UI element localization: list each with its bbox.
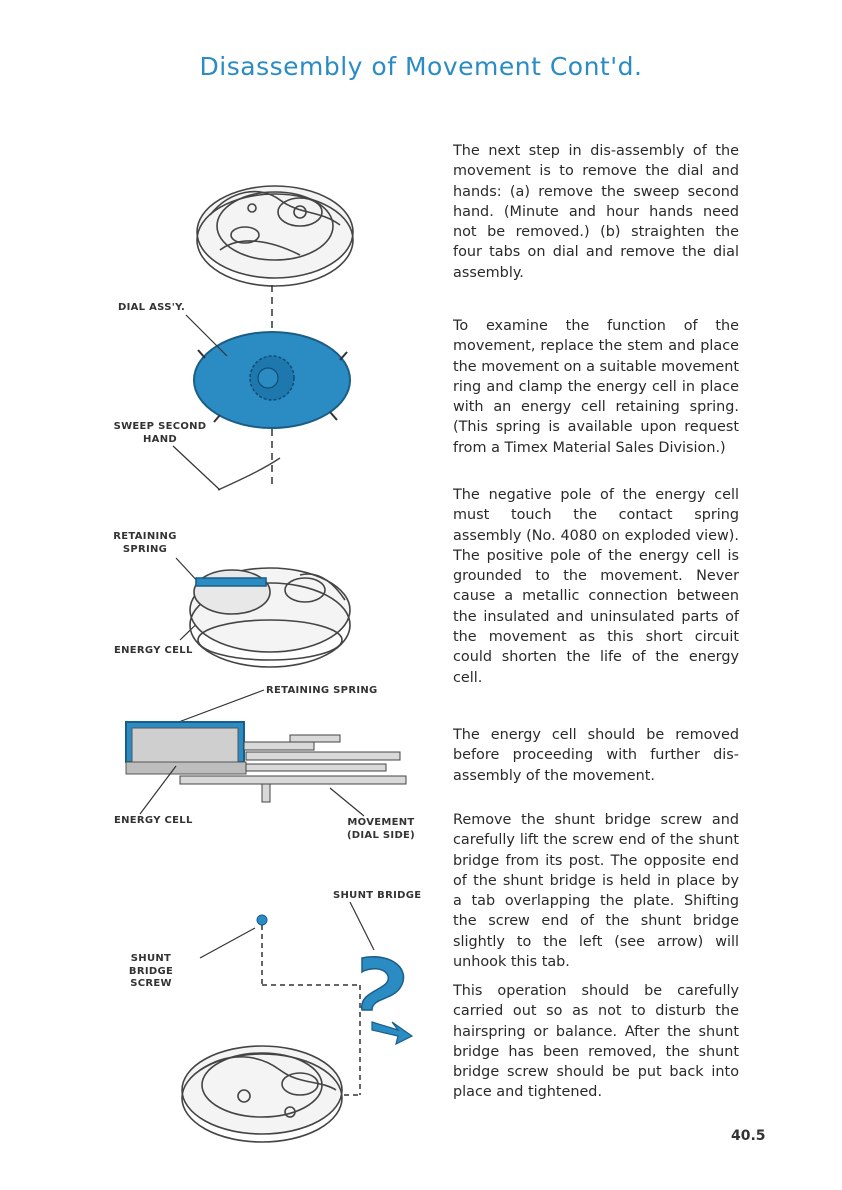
paragraph-negative-pole: The negative pole of the energy cell must touch the contact spring assembly (No. 4080 on exploded view). The positive pole of the energy cell is grounded to the movement. Never cause a metallic connection between the insulated and uninsulated parts of the movement as this short circuit could shorten the life of the energy cell. xyxy=(453,487,739,686)
movement-bottom-illustration xyxy=(182,1046,342,1142)
movement-label-line1: MOVEMENT xyxy=(347,817,415,828)
retaining-spring-label xyxy=(112,531,178,556)
movement-energy-cell-illustration xyxy=(190,568,350,667)
paragraph-remove-cell: The energy cell should be removed before proceeding with further dis-assembly of the movement. xyxy=(453,727,739,784)
paragraph-remove-dial: The next step in dis-assembly of the movement is to remove the dial and hands: (a) remove the sweep second hand. (Minute and hour hands need not be removed.) (b) straighten the four tabs on dial and remove the dial assembly. xyxy=(453,143,739,281)
cross-section-illustration xyxy=(126,690,406,816)
retaining-spring-label-line2: SPRING xyxy=(122,543,168,555)
movement-dial-side-label xyxy=(338,817,424,842)
dial-assy-label: DIAL ASS'Y. xyxy=(118,302,186,313)
shunt-bridge-screw-label xyxy=(108,953,194,991)
sweep-second-label-line2: HAND xyxy=(143,433,177,445)
energy-cell-cross-label: ENERGY CELL xyxy=(114,815,193,826)
retaining-spring-label-line1: RETAINING xyxy=(113,531,177,542)
paragraph-careful-operation: This operation should be carefully carried out so as not to disturb the hairspring or balance. After the shunt bridge has been removed, the shunt bridge screw should be put back into place and tightened. xyxy=(453,983,739,1101)
movement-label-line2: (DIAL SIDE) xyxy=(346,829,416,841)
paragraph-shunt-bridge: Remove the shunt bridge screw and carefully lift the screw end of the shunt bridge from its post. The opposite end of the shunt bridge is held in place by a tab overlapping the plate. Shifting the screw end of the shunt bridge slightly to the left (see arrow) will unhook this tab. xyxy=(453,812,739,971)
page-number: 40.5 xyxy=(731,1128,766,1144)
movement-top-illustration xyxy=(197,186,353,286)
retaining-spring-cross-label: RETAINING SPRING xyxy=(266,685,378,696)
sweep-second-hand-illustration xyxy=(218,458,280,490)
paragraph-examine-function: To examine the function of the movement, replace the stem and place the movement on a suitable movement ring and clamp the energy cell in place with an energy cell retaining spring. (This spring is available upon request from a Timex Material Sales Division.) xyxy=(453,318,739,456)
sweep-second-label-line1: SWEEP SECOND xyxy=(113,421,207,432)
sweep-second-hand-label xyxy=(112,421,208,446)
shunt-bridge-label: SHUNT BRIDGE xyxy=(333,890,422,901)
shunt-screw-label-line2: SCREW xyxy=(130,978,172,989)
energy-cell-label: ENERGY CELL xyxy=(114,645,193,656)
page-title: Disassembly of Movement Cont'd. xyxy=(199,52,643,81)
shunt-screw-label-line1: SHUNT BRIDGE xyxy=(128,953,174,977)
